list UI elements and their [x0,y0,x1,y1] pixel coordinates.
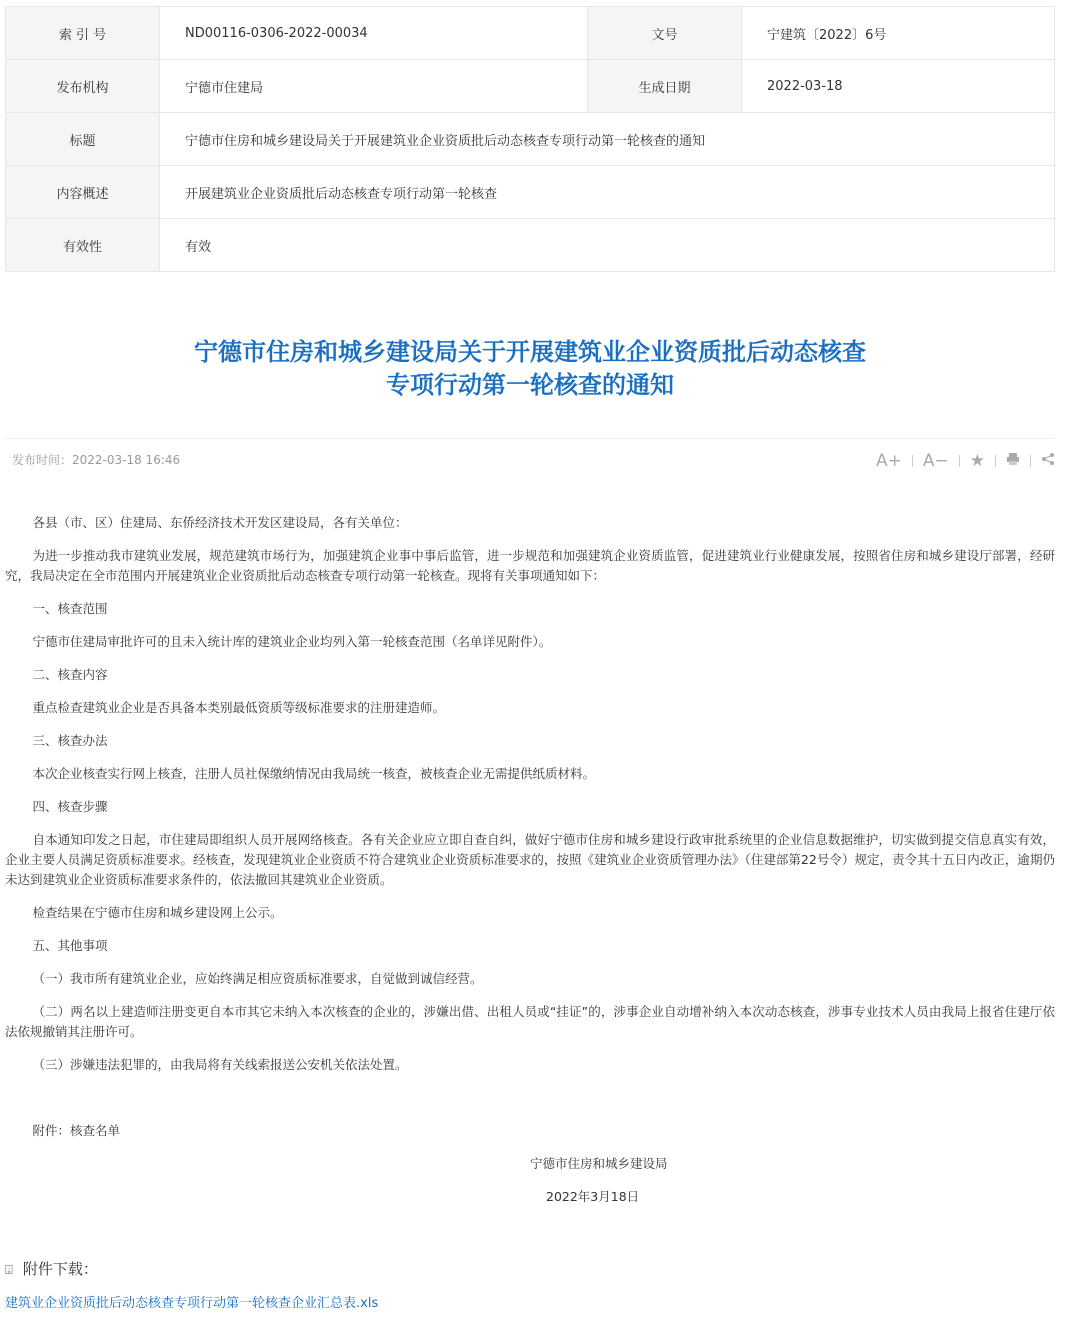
article-title [0,336,1060,402]
title-value: 宁德市住房和城乡建设局关于开展建筑业企业资质批后动态核查专项行动第一轮核查的通知 [160,113,1055,166]
index-label: 索 引 号 [6,7,160,60]
paragraph: 二、核查内容 [32,667,108,682]
index-value: ND00116-0306-2022-00034 [160,7,588,60]
share-icon[interactable] [1031,451,1055,471]
date-value: 2022-03-18 [742,60,1055,113]
table-row [6,7,1055,60]
attachment-label: 附件下载： [22,1260,98,1278]
paragraph: 自本通知印发之日起，市住建局即组织人员开展网络核查。各有关企业应立即自查自纠，做好宁德市住房和城乡建设行政审批系统里的企业信息数据维护，切实做到提交信息真实有效，企业主要人员满足资质标准要求。经核查，发现建筑业企业资质不符合建筑业企业资质标准要求的，按照《建筑业企业资质管理办法》（住建部第22号令）规定，责令其十五日内改正，逾期仍未达到建筑业企业资质标准要求条件的，依法撤回其建筑业企业资质。 [5,832,1055,887]
paragraph: 本次企业核查实行网上核查，注册人员社保缴纳情况由我局统一核查，被核查企业无需提供纸质材料。 [32,766,596,781]
summary-value: 开展建筑业企业资质批后动态核查专项行动第一轮核查 [160,166,1055,219]
validity-label: 有效性 [6,219,160,272]
paragraph: （一）我市所有建筑业企业，应始终满足相应资质标准要求，自觉做到诚信经营。 [32,971,483,986]
title-line-1: 宁德市住房和城乡建设局关于开展建筑业企业资质批后动态核查 [194,338,866,366]
attachment-file-link[interactable]: 建筑业企业资质批后动态核查专项行动第一轮核查企业汇总表.xls [5,1296,379,1311]
paragraph: 一、核查范围 [32,601,108,616]
paragraph: 各县（市、区）住建局、东侨经济技术开发区建设局，各有关单位： [32,515,408,530]
paragraph: 五、其他事项 [32,938,108,953]
docno-label: 文号 [588,7,742,60]
title-line-2: 专项行动第一轮核查的通知 [386,371,674,399]
attachment-note: 附件：核查名单 [32,1123,121,1138]
table-row [6,166,1055,219]
favorite-star-icon[interactable]: ★ [969,451,985,471]
paragraph: 宁德市住建局审批许可的且未入统计库的建筑业企业均列入第一轮核查范围（名单详见附件）。 [32,634,552,649]
paragraph: 为进一步推动我市建筑业发展，规范建筑市场行为，加强建筑企业事中事后监管，进一步规范和加强建筑企业资质监管，促进建筑业行业健康发展，按照省住房和城乡建设厅部署，经研究，我局决定在全市范围内开展建筑业企业资质批后动态核查专项行动第一轮核查。现将有关事项通知如下： [5,548,1055,583]
title-label: 标题 [6,113,160,166]
article-tools [866,451,1055,471]
signature: 宁德市住房和城乡建设局 [530,1156,668,1171]
print-icon[interactable] [996,451,1030,471]
docno-value: 宁建筑〔2022〕6号 [742,7,1055,60]
paragraph: 重点检查建筑业企业是否具备本类别最低资质等级标准要求的注册建造师。 [32,700,446,715]
attachment-section [5,1258,98,1279]
paragraph: 四、核查步骤 [32,799,108,814]
download-icon: ⍗ [5,1263,13,1278]
table-row [6,113,1055,166]
table-row [6,60,1055,113]
paragraph: （二）两名以上建造师注册变更自本市其它未纳入本次核查的企业的，涉嫌出借、出租人员或“挂证”的，涉事企业自动增补纳入本次动态核查，涉事专业技术人员由我局上报省住建厅依法依规撤销其注册许可。 [5,1004,1055,1039]
org-value: 宁德市住建局 [160,60,588,113]
paragraph: 检查结果在宁德市住房和城乡建设网上公示。 [32,905,283,920]
sign-date: 2022年3月18日 [546,1189,640,1204]
org-label: 发布机构 [6,60,160,113]
validity-value: 有效 [160,219,1055,272]
article-info-bar [5,438,1055,479]
font-decrease-button[interactable]: A− [922,451,949,471]
metadata-table [5,6,1055,272]
publish-time: 发布时间：2022-03-18 16:46 [12,453,181,467]
font-increase-button[interactable]: A+ [876,451,902,471]
date-label: 生成日期 [588,60,742,113]
paragraph: 三、核查办法 [32,733,108,748]
paragraph: （三）涉嫌违法犯罪的，由我局将有关线索报送公安机关依法处置。 [32,1057,408,1072]
table-row [6,219,1055,272]
summary-label: 内容概述 [6,166,160,219]
article-body [5,513,1055,1220]
